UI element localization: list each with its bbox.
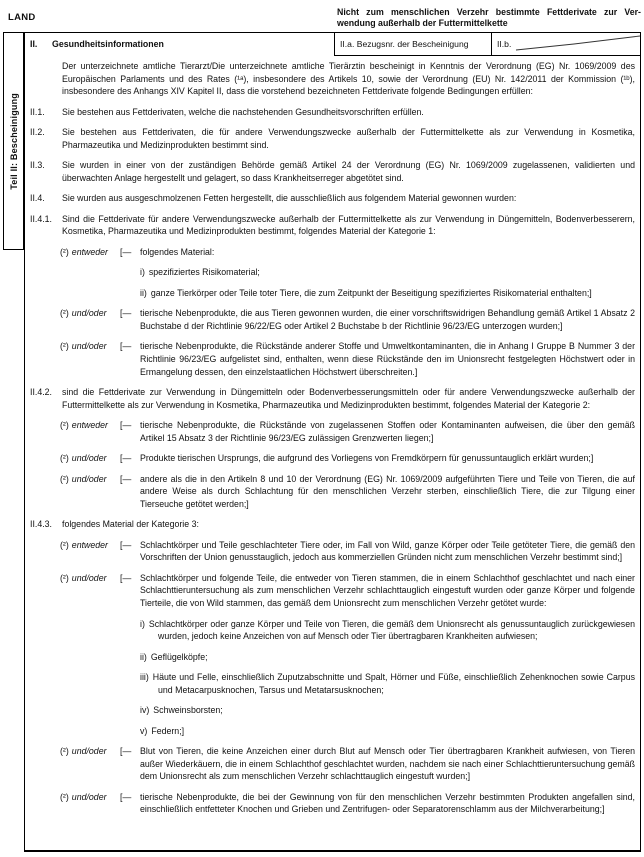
country-label: LAND: [8, 12, 36, 23]
option-bracket: [—: [120, 572, 132, 583]
certificate-item: [30, 159, 635, 184]
option-keyword: und/oder: [71, 341, 107, 352]
item-text: Sie bestehen aus Fettderivaten, welche die nachstehenden Gesundheitsvorschriften erfüllen.: [62, 106, 424, 117]
option-row: [30, 419, 635, 444]
option-marker: [60, 572, 107, 585]
sub-item-number: v): [140, 725, 148, 736]
option-bracket: [—: [120, 308, 132, 319]
local-reference-label: II.b.: [497, 39, 512, 49]
option-keyword: entweder: [71, 246, 108, 257]
option-row: [30, 572, 635, 610]
option-row: [30, 745, 635, 783]
sub-item-number: iii): [140, 672, 149, 683]
option-bracket: [—: [120, 420, 132, 431]
option-bracket: [—: [120, 473, 132, 484]
sub-item-text: Häute und Felle, einschließlich Zuputzabschnitte und Spalt, Hörner und Füße, einschließlich Zehenknochen sowie Carpus und Metacarpusknochen, Tarsus und Metatarsusknochen;: [152, 672, 635, 695]
option-bracket: [—: [120, 341, 132, 352]
sub-item-text: ganze Tierkörper oder Teile toter Tiere, die zum Zeitpunkt der Beseitigung spezifiziertes Risikomaterial enthalten;]: [150, 287, 592, 298]
item-number: II.4.1.: [30, 213, 53, 224]
sub-item-text: Schlachtkörper oder ganze Körper und Teile von Tieren, die gemäß dem Unionsrecht als genussuntauglich zurückgewiesen wurden, jedoch keine Anzeichen von auf Mensch oder Tier übertragbaren Krankheiten aufwiesen;: [148, 618, 635, 642]
option-marker: [60, 419, 108, 432]
footnote-reference: (²): [60, 341, 69, 352]
sub-item: [30, 671, 635, 696]
option-keyword: und/oder: [71, 453, 107, 464]
option-text: folgendes Material:: [140, 246, 215, 257]
option-keyword: und/oder: [71, 572, 107, 583]
option-marker: [60, 452, 107, 465]
sub-item: [30, 704, 635, 717]
item-number: II.4.3.: [30, 519, 53, 530]
sub-item-text: Federn;]: [151, 725, 185, 736]
item-number: II.2.: [30, 127, 45, 138]
footnote-reference: (²): [60, 246, 69, 257]
option-keyword: und/oder: [71, 791, 107, 802]
option-text: tierische Nebenprodukte, die Rückstände von zugelassenen Stoffen oder Kontaminanten aufweisen, die über den gemäß Artikel 15 Absatz 3 der Richtlinie 96/23/EG zulässigen Grenzwerten liegen;]: [140, 420, 635, 443]
option-bracket: [—: [120, 745, 132, 756]
footnote-reference: (²): [60, 539, 69, 550]
option-bracket: [—: [120, 453, 132, 464]
certificate-item: [30, 213, 635, 238]
footnote-reference: (²): [60, 453, 69, 464]
local-reference-cell: [491, 33, 640, 56]
footnote-reference: (²): [60, 420, 69, 431]
certificate-item: [30, 106, 635, 119]
footnote-reference: (²): [60, 791, 69, 802]
option-row: [30, 539, 635, 564]
certificate-body: [25, 56, 640, 816]
paragraph-text: Der unterzeichnete amtliche Tierarzt/Die unterzeichnete amtliche Tierärztin bescheinigt in Kenntnis der Verordnung (EG) Nr. 1069/2009 des Europäischen Parlaments und des Rates (¹ᵃ), insbesondere des Artikels 10, sowie der Verordnung (EU) Nr. 142/2011 der Kommission (¹ᵇ), insbesondere des Anhangs XIV Kapitel II, dass die vorstehend bezeichneten Fettderivate folgende Bedingungen erfüllen:: [62, 61, 635, 97]
reference-number-label: II.a. Bezugsnr. der Bescheinigung: [340, 39, 469, 49]
option-row: [30, 340, 635, 378]
sub-item-text: Schweinsborsten;: [153, 705, 223, 716]
option-text: Schlachtkörper und folgende Teile, die entweder von Tieren stammen, die in einem Schlachthof geschlachtet und nach einer Schlachttieruntersuchung als zum menschlichen Verzehr schlachttauglich eingestuft wurden oder ganze Körper und folgende Tierteile, die von Wild stammen, das gemäß dem Unionsrecht zum menschlichen Verzehr getötet wurde:: [140, 572, 635, 609]
option-keyword: entweder: [71, 420, 108, 431]
option-keyword: und/oder: [71, 308, 107, 319]
footnote-reference: (²): [60, 745, 69, 756]
option-text: tierische Nebenprodukte, die aus Tieren gewonnen wurden, die einer vorschriftswidrigen Behandlung gemäß Artikel 1 Absatz 2 Buchstabe d der Richtlinie 96/22/EG oder Artikel 2 Buchstabe b der Richtlinie 96/23/EG unterzogen wurden;]: [140, 308, 635, 331]
option-marker: [60, 791, 107, 804]
option-row: [30, 452, 635, 465]
option-marker: [60, 307, 107, 320]
item-text: Sind die Fettderivate für andere Verwendungszwecke außerhalb der Futtermittelkette als zur Verwendung in Düngemitteln, Bodenverbesserern, Kosmetika, Pharmazeutika und Medizinprodukten bestimmt, folgendes Material der Kategorie 1:: [62, 213, 635, 237]
item-number: II.4.: [30, 193, 45, 204]
footnote-reference: (²): [60, 308, 69, 319]
sub-item-number: ii): [140, 287, 147, 298]
sub-item-text: Geflügelköpfe;: [150, 651, 208, 662]
part-ii-sidebar: [3, 32, 24, 250]
option-keyword: und/oder: [71, 745, 107, 756]
item-text: Sie wurden aus ausgeschmolzenen Fetten hergestellt, die ausschließlich aus folgendem Material gewonnen wurden:: [62, 193, 517, 204]
reference-number-cell: [334, 33, 491, 56]
sub-item-text: spezifiziertes Risikomaterial;: [148, 267, 260, 278]
sub-item: [30, 287, 635, 300]
sub-item-number: iv): [140, 705, 150, 716]
option-marker: [60, 246, 108, 259]
sub-item-number: i): [140, 267, 145, 278]
option-keyword: und/oder: [71, 473, 107, 484]
option-bracket: [—: [120, 539, 132, 550]
certificate-item: [30, 192, 635, 205]
sub-item: [30, 618, 635, 643]
certificate-frame: [3, 32, 641, 852]
option-marker: [60, 539, 108, 552]
option-row: [30, 473, 635, 511]
certificate-item: [30, 126, 635, 151]
option-row: [30, 307, 635, 332]
part-ii-sidebar-label: Teil II: Bescheinigung: [8, 92, 19, 190]
certificate-title: [337, 7, 641, 29]
sub-item-number: i): [140, 618, 145, 629]
item-text: Sie bestehen aus Fettderivaten, die für andere Verwendungszwecke außerhalb der Futtermittelkette als zur Verwendung in Kosmetika, Pharmazeutika und Medizinprodukten bestimmt sind.: [62, 127, 635, 150]
option-bracket: [—: [120, 246, 132, 257]
section-title: Gesundheitsinformationen: [52, 39, 164, 49]
footnote-reference: (²): [60, 473, 69, 484]
sub-item: [30, 651, 635, 664]
certificate-title-line2: wendung außerhalb der Futtermittelkette: [337, 18, 508, 28]
option-text: Produkte tierischen Ursprungs, die aufgrund des Vorliegens von Fremdkörpern für genussuntauglich erklärt wurden;]: [140, 453, 594, 464]
sub-item: [30, 725, 635, 738]
certificate-item: [30, 518, 635, 531]
item-number: II.3.: [30, 160, 45, 171]
option-text: tierische Nebenprodukte, die bei der Gewinnung von für den menschlichen Verzehr bestimmten Produkten angefallen sind, einschließlich entfetteter Knochen und Grieben und Zentrifugen- oder Separatorenschlamm aus der Milchverarbeitung;]: [140, 791, 635, 815]
footnote-reference: (²): [60, 572, 69, 583]
option-marker: [60, 473, 107, 486]
item-text: sind die Fettderivate zur Verwendung in Düngemitteln oder Bodenverbesserungsmitteln oder für andere Verwendungszwecke außerhalb der Futtermittelkette als zur Verwendung in Kosmetika, Pharmazeutika und Medizinprodukten bestimmt, folgendes Material der Kategorie 2:: [62, 386, 635, 410]
item-text: Sie wurden in einer von der zuständigen Behörde gemäß Artikel 24 der Verordnung (EG) Nr. 1069/2009 zugelassenen, validierten und überwachten Anlage hergestellt und gelagert, so dass Krankheitserreger abgetötet sind.: [62, 160, 635, 183]
certificate-title-line1: Nicht zum menschlichen Verzehr bestimmte Fettderivate zur Ver-: [337, 7, 641, 17]
item-text: folgendes Material der Kategorie 3:: [62, 519, 199, 530]
item-number: II.1.: [30, 106, 45, 117]
option-text: Schlachtkörper und Teile geschlachteter Tiere oder, im Fall von Wild, ganze Körper oder Teile getöteter Tiere, die gemäß den Vorschriften der Union genusstauglich, jedoch aus kommerziellen Gründen nicht zum menschlichen Verzehr bestimmt sind;]: [140, 539, 635, 563]
sub-item-number: ii): [140, 651, 147, 662]
section-number: II.: [30, 39, 38, 49]
sub-item: [30, 266, 635, 279]
option-text: tierische Nebenprodukte, die Rückstände anderer Stoffe und Umweltkontaminanten, die in Anhang I Gruppe B Nummer 3 der Richtlinie 96/23/EG aufgelistet sind, enthalten, wenn diese Rückstände den im Unionsrecht festgelegten Höchstwert oder in Ermangelung dessen, den einzelstaatlichen Höchstwert überschreiten.]: [140, 341, 635, 377]
option-bracket: [—: [120, 791, 132, 802]
option-keyword: entweder: [71, 539, 108, 550]
section-header-row: [25, 33, 640, 56]
option-text: Blut von Tieren, die keine Anzeichen einer durch Blut auf Mensch oder Tier übertragbaren Krankheit aufwiesen, von Tieren außer Wiederkäuern, die in einem Schlachthof geschlachtet wurden, nachdem sie nach einer Schlachttieruntersuchung gemäß dem Unionsrecht als zum menschlichen Verzehr schlachttauglich eingestuft wurden;]: [140, 745, 635, 782]
option-row: [30, 246, 635, 259]
item-number: II.4.2.: [30, 386, 53, 397]
certificate-item: [30, 386, 635, 411]
health-info-paragraph: [30, 60, 635, 98]
certificate-table: [24, 32, 641, 852]
option-row: [30, 791, 635, 816]
option-text: andere als die in den Artikeln 8 und 10 der Verordnung (EG) Nr. 1069/2009 aufgeführten Tiere und Teile von Tieren, die auf andere Weise als durch Schlachtung für den menschlichen Verzehr sterben, einschließlich Tiere, die zur Tilgung einer Tierseuche getötet werden;]: [140, 473, 635, 509]
option-marker: [60, 745, 107, 758]
diagonal-strikethrough-icon: [492, 33, 643, 55]
option-marker: [60, 340, 107, 353]
